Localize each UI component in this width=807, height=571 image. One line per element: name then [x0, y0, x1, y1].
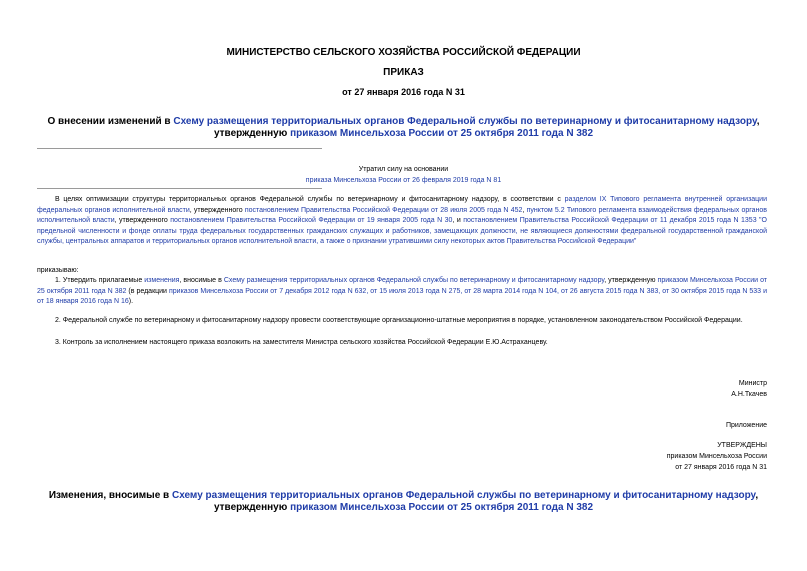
- footer-link-order-382[interactable]: приказом Минсельхоза России от 25 октября 2011 года N 382: [290, 502, 594, 513]
- signature-block: [731, 378, 767, 400]
- signature-name: А.Н.Ткачев: [731, 391, 767, 398]
- preamble-text-1: В целях оптимизации структуры территориальных органов Федеральной службы по ветеринарному и фитосанитарному надзору, в соответствии с: [55, 196, 565, 203]
- signature-position: Министр: [738, 380, 767, 387]
- item1-text-2: , вносимые в: [179, 277, 224, 284]
- preamble-text-4: , утвержденного: [114, 217, 171, 224]
- doc-title: [40, 116, 767, 140]
- title-prefix: О внесении изменений в: [47, 116, 174, 127]
- approved-word: УТВЕРЖДЕНЫ: [717, 442, 767, 449]
- preamble-paragraph: [37, 195, 767, 248]
- doc-date-number: от 27 января 2016 года N 31: [342, 87, 465, 97]
- item1-text-1: 1. Утвердить прилагаемые: [55, 277, 145, 284]
- lost-force-link[interactable]: приказа Минсельхоза России от 26 февраля 2019 года N 81: [305, 177, 502, 184]
- title-middle: , утвержденную: [213, 116, 760, 139]
- order-item-3: 3. Контроль за исполнением настоящего приказа возложить на заместителя Министра сельского хозяйства Российской Федерации Е.Ю.Астраханцеву.: [55, 339, 548, 346]
- item1-link-scheme[interactable]: Схему размещения территориальных органов Федеральной службы по ветеринарному и фитосанитарному надзору: [223, 277, 605, 284]
- preamble-link-resolution-1353[interactable]: постановлением Правительства Российской Федерации от 11 декабря 2015 года N 1353 "О предельной численности и фонде оплаты труда федеральных государственных гражданских служащих и работников, замещающих должности, не являющиеся должностями федеральной государственной гражданской службы, центральных аппаратов и территориальных органов исполнительной власти, а также о признании утратившими силу некоторых актов Правительства Российской Федерации": [37, 217, 767, 245]
- divider-top: [37, 148, 322, 149]
- footer-link-scheme[interactable]: Схему размещения территориальных органов Федеральной службы по ветеринарному и фитосанитарному надзору: [171, 490, 756, 501]
- preamble-text-5: , и: [452, 217, 464, 224]
- item1-link-changes[interactable]: изменения: [144, 277, 180, 284]
- item1-link-order-382[interactable]: приказом Минсельхоза России от 25 октября 2011 года N 382: [37, 277, 768, 295]
- preamble-link-resolution-30[interactable]: постановлением Правительства Российской Федерации от 19 января 2005 года N 30: [170, 217, 453, 224]
- order-item-1: [37, 276, 767, 308]
- title-link-order-382[interactable]: приказом Минсельхоза России от 25 октября 2011 года N 382: [290, 128, 594, 139]
- order-item-2: 2. Федеральной службе по ветеринарному и фитосанитарному надзору провести соответствующие организационно-штатные мероприятия в порядке, установленном законодательством Российской Федерации.: [55, 317, 743, 324]
- item1-text-4: (в редакции: [126, 287, 169, 295]
- ministry-heading: МИНИСТЕРСТВО СЕЛЬСКОГО ХОЗЯЙСТВА РОССИЙСКОЙ ФЕДЕРАЦИИ: [226, 47, 581, 58]
- appendix-title: [40, 490, 767, 514]
- approved-date: от 27 января 2016 года N 31: [675, 464, 767, 471]
- preamble-link-clause-5-2[interactable]: пунктом 5.2 Типового регламента взаимодействия федеральных органов исполнительной власти: [37, 206, 768, 224]
- appendix-label: Приложение: [725, 422, 767, 429]
- doc-type-heading: ПРИКАЗ: [383, 67, 424, 78]
- preamble-text-3: ,: [522, 206, 527, 214]
- preamble-link-regulation-section-9[interactable]: разделом IX Типового регламента внутренней организации федеральных органов исполнительной власти: [37, 196, 768, 214]
- divider-bottom: [37, 188, 322, 189]
- item1-text-5: ).: [128, 298, 134, 305]
- title-link-scheme[interactable]: Схему размещения территориальных органов Федеральной службы по ветеринарному и фитосанитарному надзору: [173, 116, 757, 127]
- ordered-word: приказываю:: [37, 267, 79, 274]
- preamble-text-2: , утвержденного: [189, 206, 245, 214]
- preamble-link-resolution-452[interactable]: постановлением Правительства Российской Федерации от 28 июля 2005 года N 452: [244, 206, 523, 214]
- lost-force-text: Утратил силу на основании: [358, 166, 449, 173]
- footer-middle: , утвержденную: [213, 490, 759, 513]
- approved-by-order: приказом Минсельхоза России: [666, 453, 767, 460]
- approval-block: [667, 440, 767, 473]
- lost-force-note: [230, 164, 577, 186]
- item1-link-amending-orders[interactable]: приказов Минсельхоза России от 7 декабря 2012 года N 632, от 15 июля 2013 года N 275, от 28 марта 2014 года N 104, от 26 августа 2015 года N 383, от 30 октября 2015 года N 533 и от 18 января 2016 года N 16: [37, 287, 768, 305]
- item1-text-3: , утвержденную: [604, 277, 658, 284]
- footer-prefix: Изменения, вносимые в: [48, 490, 172, 501]
